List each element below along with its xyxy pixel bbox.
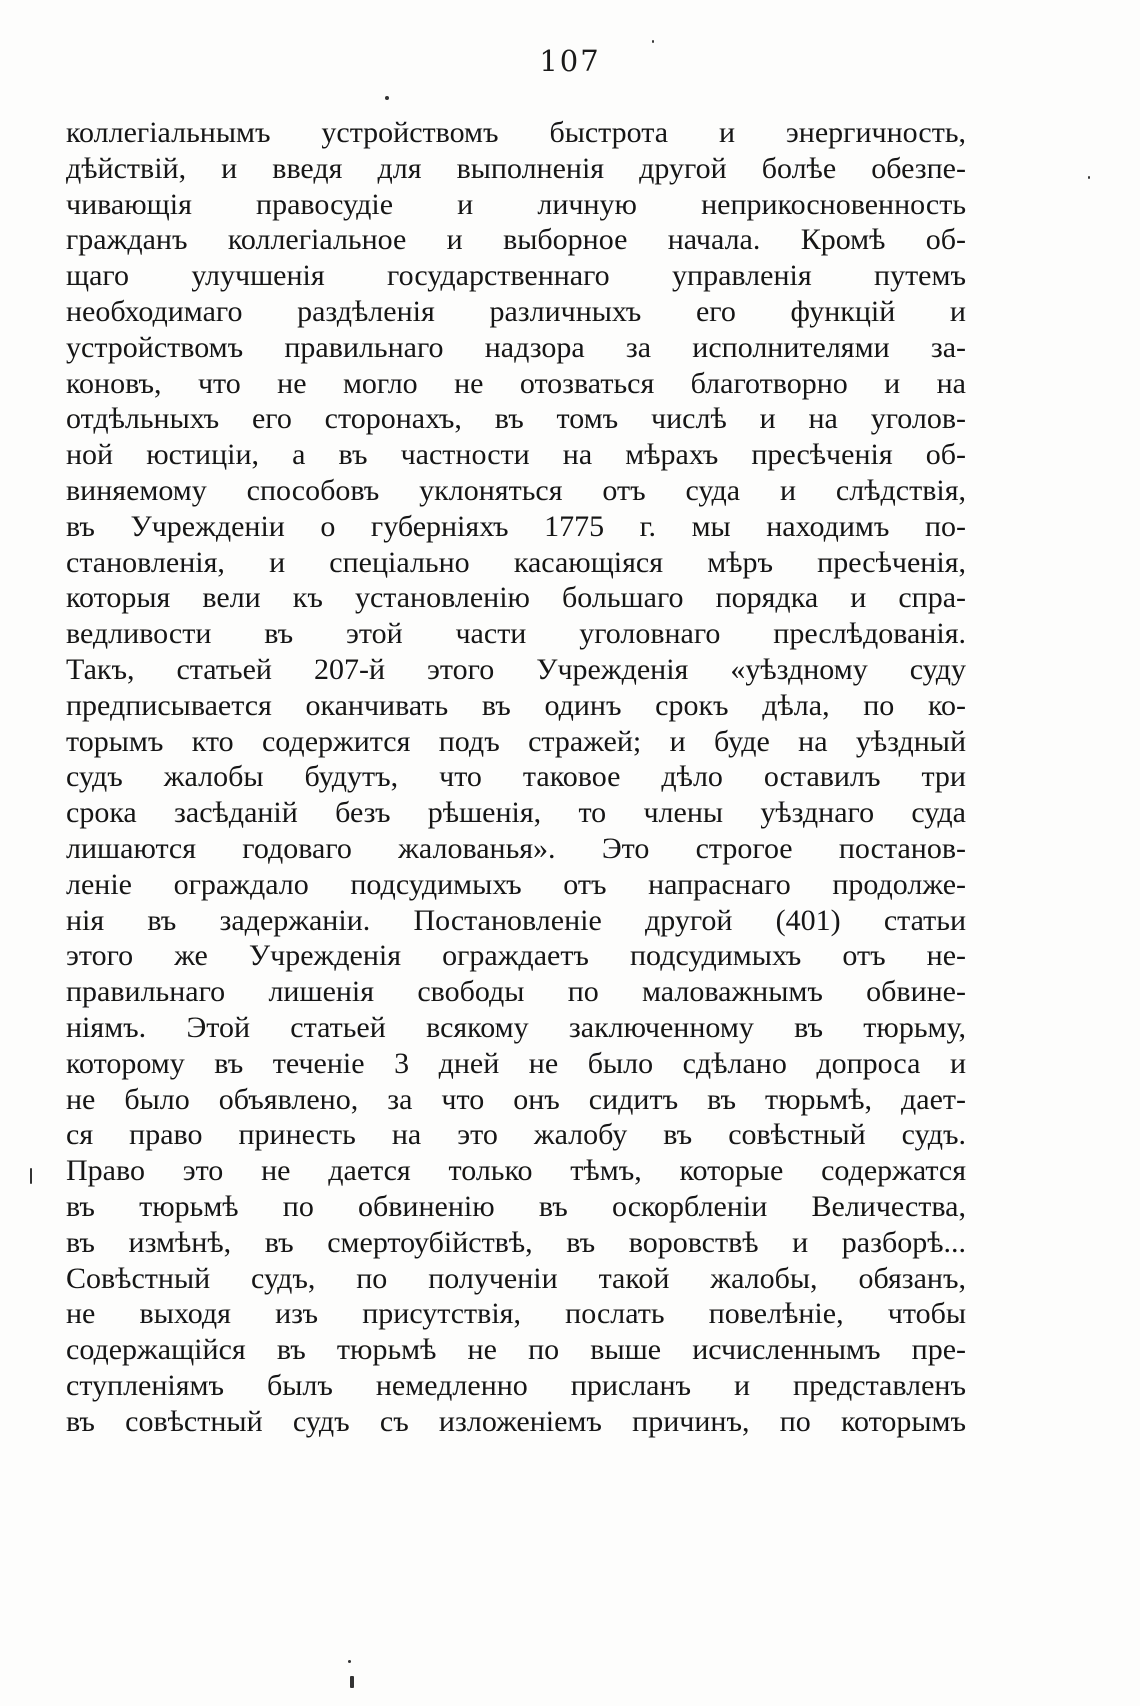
text-line: нiямъ. Этой статьей всякому заключенному въ тюрьму, [66, 1010, 966, 1044]
text-line: которому въ теченiе 3 дней не было сдѣлано допроса и [66, 1046, 966, 1080]
text-line: правильнаго лишенiя свободы по маловажнымъ обвине- [66, 975, 966, 1009]
text-line: срока засѣданiй безъ рѣшенiя, то члены уѣзднаго суда [66, 796, 966, 830]
body-text [66, 115, 966, 1439]
text-line: этого же Учрежденiя ограждаетъ подсудимыхъ отъ не- [66, 939, 966, 973]
ink-speck [30, 1168, 32, 1184]
text-line: гражданъ коллегiальное и выборное начала. Кромѣ об- [66, 223, 966, 257]
text-line: чивающiя правосудiе и личную неприкосновенность [66, 187, 966, 221]
ink-speck [385, 96, 389, 100]
text-line: ступленiямъ былъ немедленно присланъ и представленъ [66, 1368, 966, 1402]
ink-speck [348, 1660, 351, 1663]
text-line: коновъ, что не могло не отозваться благотворно и на [66, 366, 966, 400]
text-line: въ совѣстный судъ съ изложенiемъ причинъ, по которымъ [66, 1404, 966, 1438]
text-line: Совѣстный судъ, по полученiи такой жалобы, обязанъ, [66, 1261, 966, 1295]
text-line: въ тюрьмѣ по обвиненiю въ оскорбленiи Величества, [66, 1189, 966, 1223]
text-line: торымъ кто содержится подъ стражей; и буде на уѣздный [66, 724, 966, 758]
page-number: 107 [539, 44, 601, 78]
text-line: содержащiйся въ тюрьмѣ не по выше исчисленнымъ пре- [66, 1333, 966, 1367]
text-line: виняемому способовъ уклоняться отъ суда и слѣдствiя, [66, 473, 966, 507]
text-line: устройствомъ правильнаго надзора за исполнителями за- [66, 330, 966, 364]
text-line: щаго улучшенiя государственнаго управленiя путемъ [66, 259, 966, 293]
text-line: ся право принесть на это жалобу въ совѣстный судъ. [66, 1118, 966, 1152]
ink-speck [1088, 176, 1090, 179]
text-line: предписывается оканчивать въ одинъ срокъ дѣла, по ко- [66, 688, 966, 722]
text-line: не выходя изъ присутствiя, послать повелѣнiе, чтобы [66, 1297, 966, 1331]
ink-speck [652, 40, 654, 43]
text-line: ведливости въ этой части уголовнаго преслѣдованiя. [66, 617, 966, 651]
text-line: дѣйствiй, и введя для выполненiя другой болѣе обезпе- [66, 151, 966, 185]
text-line: въ Учрежденiи о губернiяхъ 1775 г. мы находимъ по- [66, 509, 966, 543]
text-line: не было объявлено, за что онъ сидитъ въ тюрьмѣ, дает- [66, 1082, 966, 1116]
text-line: ной юстицiи, а въ частности на мѣрахъ пресѣченiя об- [66, 438, 966, 472]
text-line: ленiе ограждало подсудимыхъ отъ напраснаго продолже- [66, 867, 966, 901]
text-line: отдѣльныхъ его сторонахъ, въ томъ числѣ и на уголов- [66, 402, 966, 436]
text-line: судъ жалобы будутъ, что таковое дѣло оставилъ три [66, 760, 966, 794]
text-line: Право это не дается только тѣмъ, которые содержатся [66, 1154, 966, 1188]
text-line: нiя въ задержанiи. Постановленiе другой (401) статьи [66, 903, 966, 937]
ink-speck [350, 1676, 354, 1688]
text-line: становленiя, и спецiально касающiяся мѣръ пресѣченiя, [66, 545, 966, 579]
text-line: лишаются годоваго жалованья». Это строгое постанов- [66, 831, 966, 865]
text-line: необходимаго раздѣленiя различныхъ его функцiй и [66, 294, 966, 328]
text-line: въ измѣнѣ, въ смертоубiйствѣ, въ воровствѣ и разборѣ... [66, 1225, 966, 1259]
text-line: которыя вели къ установленiю большаго порядка и спра- [66, 581, 966, 615]
text-line: коллегiальнымъ устройствомъ быстрота и энергичность, [66, 116, 966, 149]
text-line: Такъ, статьей 207-й этого Учрежденiя «уѣздному суду [66, 652, 966, 686]
